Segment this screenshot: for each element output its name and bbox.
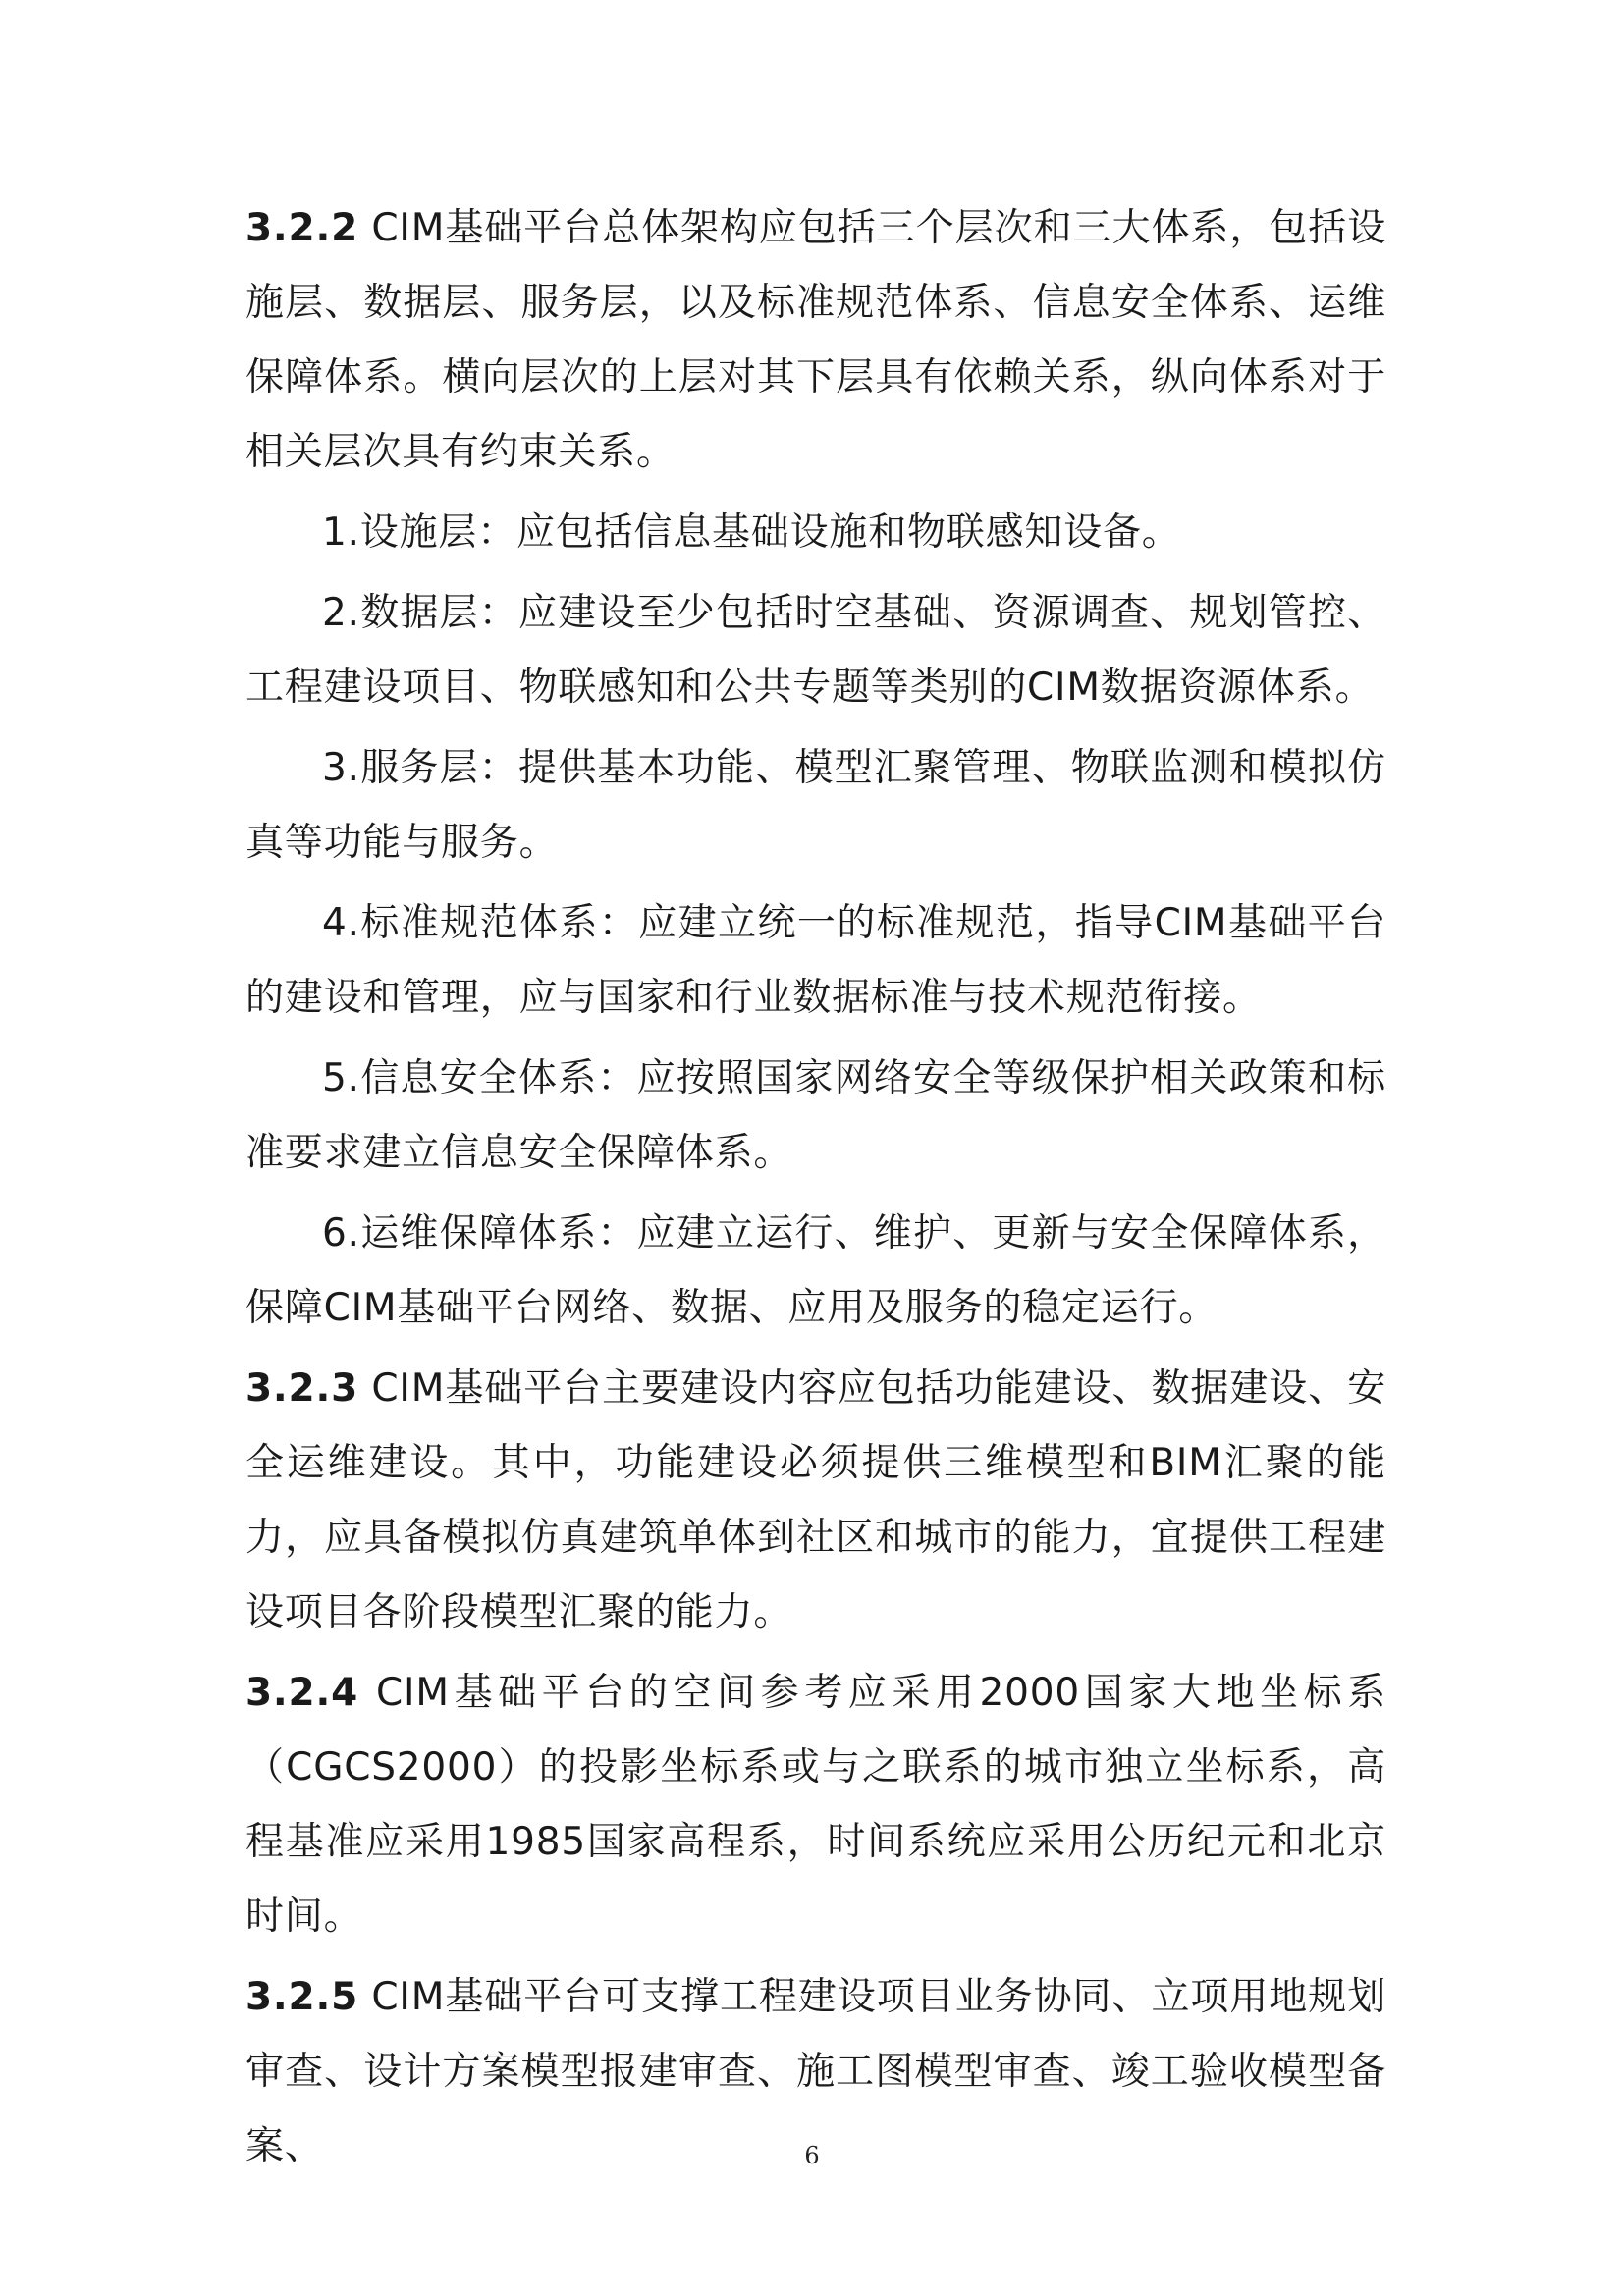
list-item-facility-layer: 1.设施层：应包括信息基础设施和物联感知设备。	[322, 510, 1181, 555]
page-content	[245, 191, 1386, 2190]
clause-number: 3.2.4	[245, 1671, 359, 1715]
clause-3-2-4	[245, 1656, 1386, 1954]
clause-text: CIM基础平台总体架构应包括三个层次和三大体系，包括设施层、数据层、服务层，以及标准规范体系、信息安全体系、运维保障体系。横向层次的上层对其下层具有依赖关系，纵向体系对于相关层次具有约束关系。	[245, 206, 1386, 474]
list-item-data-layer: 2.数据层：应建设至少包括时空基础、资源调查、规划管控、工程建设项目、物联感知和公共专题等类别的CIM数据资源体系。	[245, 591, 1386, 710]
clause-3-2-3	[245, 1352, 1386, 1650]
clause-number: 3.2.3	[245, 1366, 359, 1411]
list-item-service-layer: 3.服务层：提供基本功能、模型汇聚管理、物联监测和模拟仿真等功能与服务。	[245, 746, 1386, 865]
list-item-security-system: 5.信息安全体系：应按照国家网络安全等级保护相关政策和标准要求建立信息安全保障体系。	[245, 1056, 1386, 1175]
clause-number: 3.2.5	[245, 1975, 359, 2019]
list-item-standards-system: 4.标准规范体系：应建立统一的标准规范，指导CIM基础平台的建设和管理，应与国家和行业数据标准与技术规范衔接。	[245, 901, 1386, 1020]
clause-text: CIM基础平台的空间参考应采用2000国家大地坐标系（CGCS2000）的投影坐标系或与之联系的城市独立坐标系，高程基准应采用1985国家高程系，时间系统应采用公历纪元和北京时间。	[245, 1671, 1386, 1939]
clause-number: 3.2.2	[245, 206, 359, 250]
clause-text: CIM基础平台可支撑工程建设项目业务协同、立项用地规划审查、设计方案模型报建审查、施工图模型审查、竣工验收模型备案、	[245, 1975, 1386, 2168]
clause-text: CIM基础平台主要建设内容应包括功能建设、数据建设、安全运维建设。其中，功能建设必须提供三维模型和BIM汇聚的能力，应具备模拟仿真建筑单体到社区和城市的能力，宜提供工程建设项目各阶段模型汇聚的能力。	[245, 1366, 1386, 1634]
clause-3-2-2	[245, 191, 1386, 490]
page-number: 6	[804, 2142, 820, 2169]
list-item-ops-system: 6.运维保障体系：应建立运行、维护、更新与安全保障体系，保障CIM基础平台网络、数据、应用及服务的稳定运行。	[245, 1211, 1386, 1330]
